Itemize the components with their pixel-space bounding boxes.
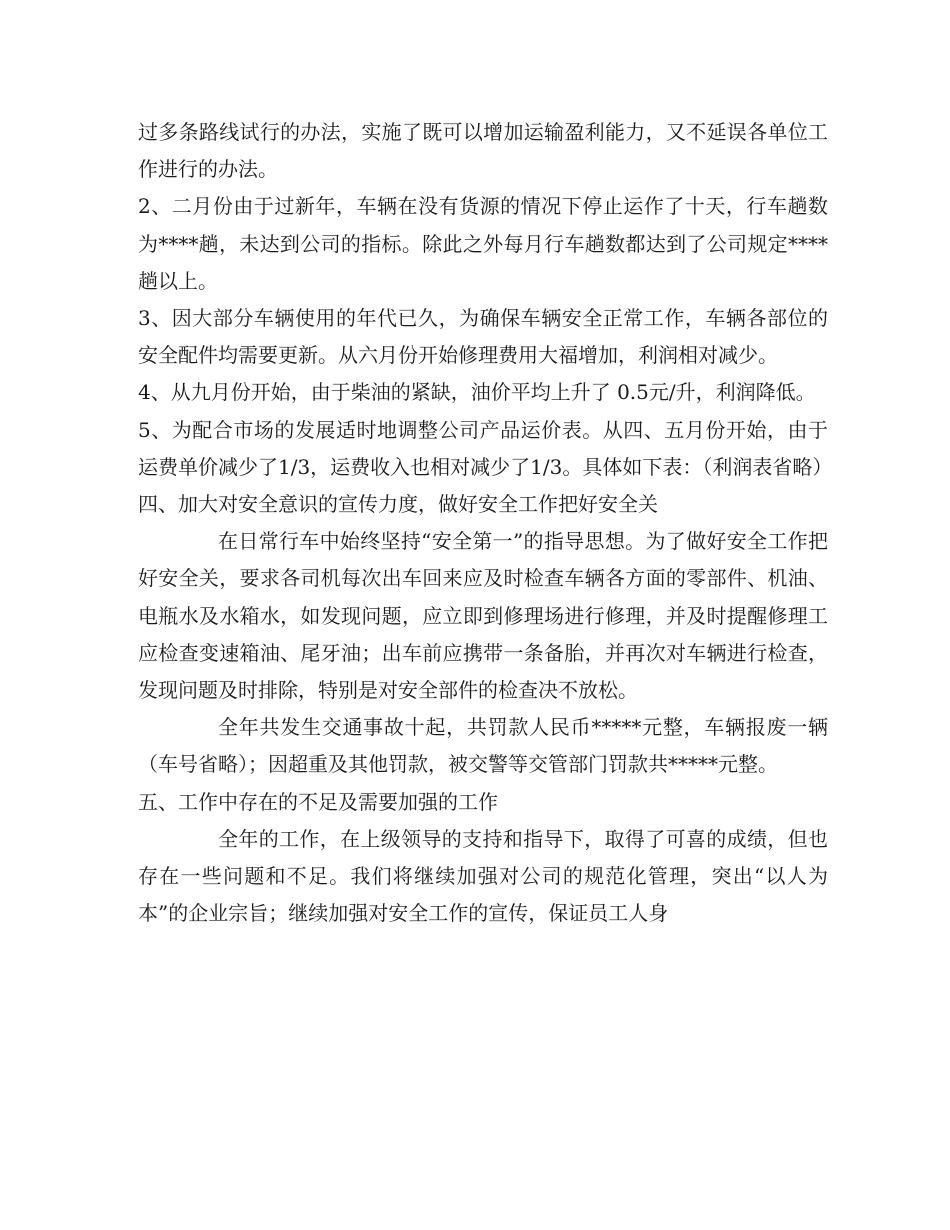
paragraph-item-5: 5、为配合市场的发展适时地调整公司产品运价表。从四、五月份开始，由于运费单价减少了1/3，运费收入也相对减少了1/3。具体如下表：（利润表省略）: [138, 417, 833, 479]
paragraph-item-3: 3、因大部分车辆使用的年代已久，为确保车辆安全正常工作，车辆各部位的安全配件均需要更新。从六月份开始修理费用大福增加，利润相对减少。: [138, 306, 828, 368]
paragraph-summary: 全年的工作，在上级领导的支持和指导下，取得了可喜的成绩，但也存在一些问题和不足。我们将继续加强对公司的规范化管理，突出“以人为本”的企业宗旨；继续加强对安全工作的宣传，保证员工人身: [138, 826, 828, 926]
paragraph-item-2: 2、二月份由于过新年，车辆在没有货源的情况下停止运作了十天，行车趟数为****趟，未达到公司的指标。除此之外每月行车趟数都达到了公司规定****趟以上。: [138, 194, 828, 293]
section-heading-safety: 四、加大对安全意识的宣传力度，做好安全工作把好安全关: [138, 492, 658, 517]
paragraph-route-trial: 过多条路线试行的办法，实施了既可以增加运输盈利能力，又不延误各单位工作进行的办法。: [138, 120, 828, 182]
paragraph-safety-guidance: 在日常行车中始终坚持“安全第一”的指导思想。为了做好安全工作把好安全关，要求各司机每次出车回来应及时检查车辆各方面的零部件、机油、电瓶水及水箱水，如发现问题，应立即到修理场进行修理，并及时提醒修理工应检查变速箱油、尾牙油；出车前应携带一条备胎，并再次对车辆进行检查，发现问题及时排除，特别是对安全部件的检查决不放松。: [138, 529, 828, 703]
section-heading-shortcomings: 五、工作中存在的不足及需要加强的工作: [138, 789, 498, 814]
document-body: [138, 114, 833, 932]
paragraph-accidents-fines: 全年共发生交通事故十起，共罚款人民币*****元整，车辆报废一辆（车号省略）；因超重及其他罚款，被交警等交管部门罚款共*****元整。: [138, 715, 828, 777]
paragraph-item-4: 4、从九月份开始，由于柴油的紧缺，油价平均上升了 0.5元/升，利润降低。: [138, 380, 816, 405]
